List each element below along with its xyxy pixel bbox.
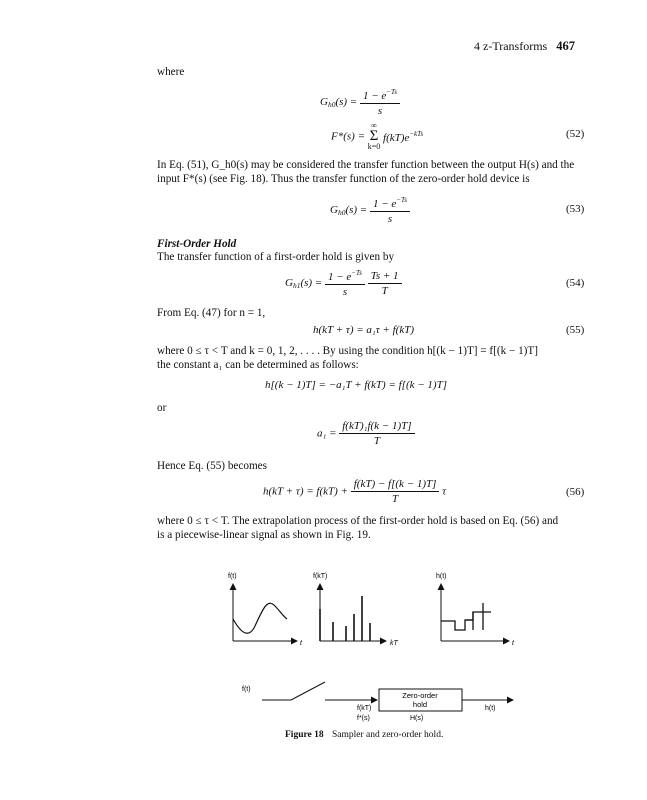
block-text-line-1: Zero-order (402, 691, 438, 700)
sum-symbol: Σ (369, 128, 379, 144)
fraction-1 (325, 269, 365, 298)
plot-hold-output (436, 573, 515, 647)
denominator: T (391, 493, 399, 505)
sampler-switch (291, 682, 325, 700)
staircase-signal (441, 603, 491, 630)
eq-subscript: h1 (292, 281, 301, 291)
equation-53 (330, 196, 410, 225)
equation-gh0 (320, 88, 400, 117)
fraction-2 (368, 270, 402, 297)
eq-subscript: h0 (327, 100, 336, 110)
fraction (339, 420, 414, 447)
equation-a1-condition: h[(k − 1)T] = −a₁T + f(kT) = f[(k − 1)T] (265, 379, 447, 391)
plot1-x-label: t (300, 640, 302, 647)
fstar-label: f*(s) (357, 715, 370, 722)
eq-text: (s) = (300, 277, 323, 290)
denominator: T (373, 435, 380, 447)
figure-18 (0, 560, 647, 740)
eq-symbol: G (320, 96, 328, 109)
eq-lhs: F*(s) = (331, 130, 365, 143)
block-text-line-2: hold (412, 700, 428, 709)
eq-tau: τ (442, 485, 447, 498)
fraction (351, 478, 440, 505)
hs-label: H(s) (410, 715, 424, 722)
numerator: 1 − e (372, 198, 397, 210)
caption-text: Sampler and zero-order hold. (332, 730, 444, 740)
eq-rhs: f(kT)e (383, 131, 410, 144)
paragraph-3-line-2: the constant a₁ can be determined as follows: (157, 359, 359, 371)
input-label: f(t) (242, 686, 251, 693)
plot-sampled-signal (313, 573, 399, 647)
eq-lhs: a₁ = (317, 427, 337, 440)
block-diagram (242, 682, 513, 722)
plot-continuous-signal (228, 573, 303, 647)
running-header (474, 40, 575, 53)
sum-upper: ∞ (371, 121, 377, 130)
sum-lower: k=0 (367, 142, 381, 151)
equation-number-52: (52) (566, 128, 585, 140)
numerator: f(kT)₁f(k − 1)T] (339, 420, 414, 434)
numerator: 1 − e (362, 90, 387, 102)
caption-label: Figure 18 (285, 730, 324, 740)
output-label: h(t) (485, 705, 496, 712)
exponent: −Ts (396, 196, 407, 204)
equation-56 (263, 478, 446, 505)
denominator: s (387, 213, 393, 225)
equation-number-54: (54) (566, 277, 585, 289)
section-title: First-Order Hold (157, 238, 237, 250)
eq-lhs: h(kT + τ) = f(kT) + (263, 485, 348, 498)
equation-number-55: (55) (566, 324, 585, 336)
plot2-x-label: kT (390, 640, 398, 647)
equation-52 (331, 122, 423, 151)
or-label: or (157, 402, 167, 414)
plot2-y-label: f(kT) (313, 573, 328, 580)
equation-number-53: (53) (566, 203, 585, 215)
fraction (370, 196, 410, 225)
summation (368, 122, 381, 151)
numerator: Ts + 1 (368, 270, 402, 284)
eq-symbol: G (330, 204, 338, 217)
equation-number-56: (56) (566, 486, 585, 498)
paragraph-5-line-2: is a piecewise-linear signal as shown in Fig. 19. (157, 529, 371, 541)
exponent: −Ts (386, 88, 397, 96)
equation-a1 (317, 420, 415, 447)
denominator: T (381, 285, 388, 297)
denominator: s (377, 105, 383, 117)
paragraph-2: From Eq. (47) for n = 1, (157, 307, 266, 319)
paragraph-3-line-1: where 0 ≤ τ < T and k = 0, 1, 2, . . . . By using the condition h[(k − 1)T] = f[(k − 1)T] (157, 345, 538, 357)
section-intro: The transfer function of a first-order hold is given by (157, 251, 395, 263)
paragraph-5-line-1: where 0 ≤ τ < T. The extrapolation process of the first-order hold is based on Eq. (56) and (157, 515, 559, 527)
staircase-detail (465, 612, 473, 630)
paragraph-1-line-2: input F*(s) (see Fig. 18). Thus the transfer function of the zero-order hold device is (157, 173, 530, 185)
numerator: f(kT) − f[(k − 1)T] (351, 478, 440, 492)
signal-curve (233, 603, 287, 633)
exponent: −Ts (351, 269, 362, 277)
sample-label: f(kT) (357, 705, 372, 712)
eq-symbol: G (285, 277, 293, 290)
denominator: s (342, 286, 348, 298)
eq-subscript: h0 (337, 208, 346, 218)
equation-55: h(kT + τ) = a₁τ + f(kT) (313, 324, 414, 336)
equation-54 (285, 269, 402, 298)
where-label: where (157, 66, 185, 78)
eq-text: (s) = (335, 96, 358, 109)
eq-text: (s) = (345, 204, 368, 217)
numerator: 1 − e (327, 271, 352, 283)
page-number: 467 (556, 39, 575, 53)
plot1-y-label: f(t) (228, 573, 237, 580)
fraction (360, 88, 400, 117)
chapter-title: 4 z-Transforms (474, 39, 548, 53)
plot3-y-label: h(t) (436, 573, 447, 580)
figure-caption (285, 730, 443, 740)
exponent: −kTs (409, 129, 424, 138)
paragraph-1-line-1: In Eq. (51), G_h0(s) may be considered the transfer function between the output H(s) and the (157, 159, 575, 171)
paragraph-4: Hence Eq. (55) becomes (157, 460, 267, 472)
plot3-x-label: t (512, 640, 514, 647)
